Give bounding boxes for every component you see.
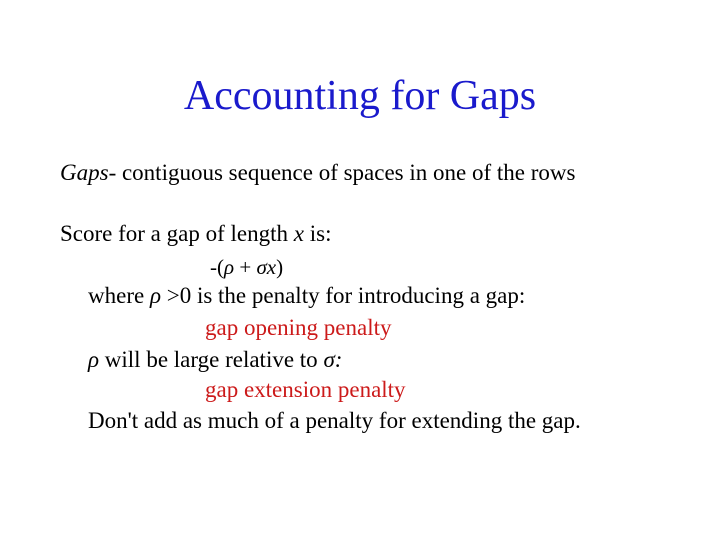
where-prefix: where [88,283,150,308]
formula-x: x [266,255,277,279]
score-variable: x [293,221,304,246]
formula-close: ) [276,255,284,279]
penalty-formula [210,252,283,282]
relative-middle: will be large relative to [99,347,324,372]
where-line [88,281,525,311]
gap-extension-penalty: gap extension penalty [205,377,406,402]
score-prefix: Score for a gap of length [60,221,294,246]
relative-sigma: σ: [323,347,343,372]
gaps-definition-text: - contiguous sequence of spaces in one of the rows [108,160,576,185]
relative-rho: ρ [88,347,100,372]
where-rho: ρ [149,283,161,308]
slide-title: Accounting for Gaps [183,73,537,119]
formula-rho: ρ [224,255,235,279]
final-note: Don't add as much of a penalty for extending the gap. [88,408,581,433]
gaps-definition [60,158,575,188]
score-suffix: is: [303,221,332,246]
formula-plus: + [234,255,257,279]
score-line [60,219,331,249]
gap-opening-penalty: gap opening penalty [205,315,392,340]
formula-sigma: σ [256,255,267,279]
relative-line [88,345,342,375]
gaps-term: Gaps [60,160,109,185]
where-suffix: >0 is the penalty for introducing a gap: [160,283,526,308]
formula-open: -( [210,255,224,279]
